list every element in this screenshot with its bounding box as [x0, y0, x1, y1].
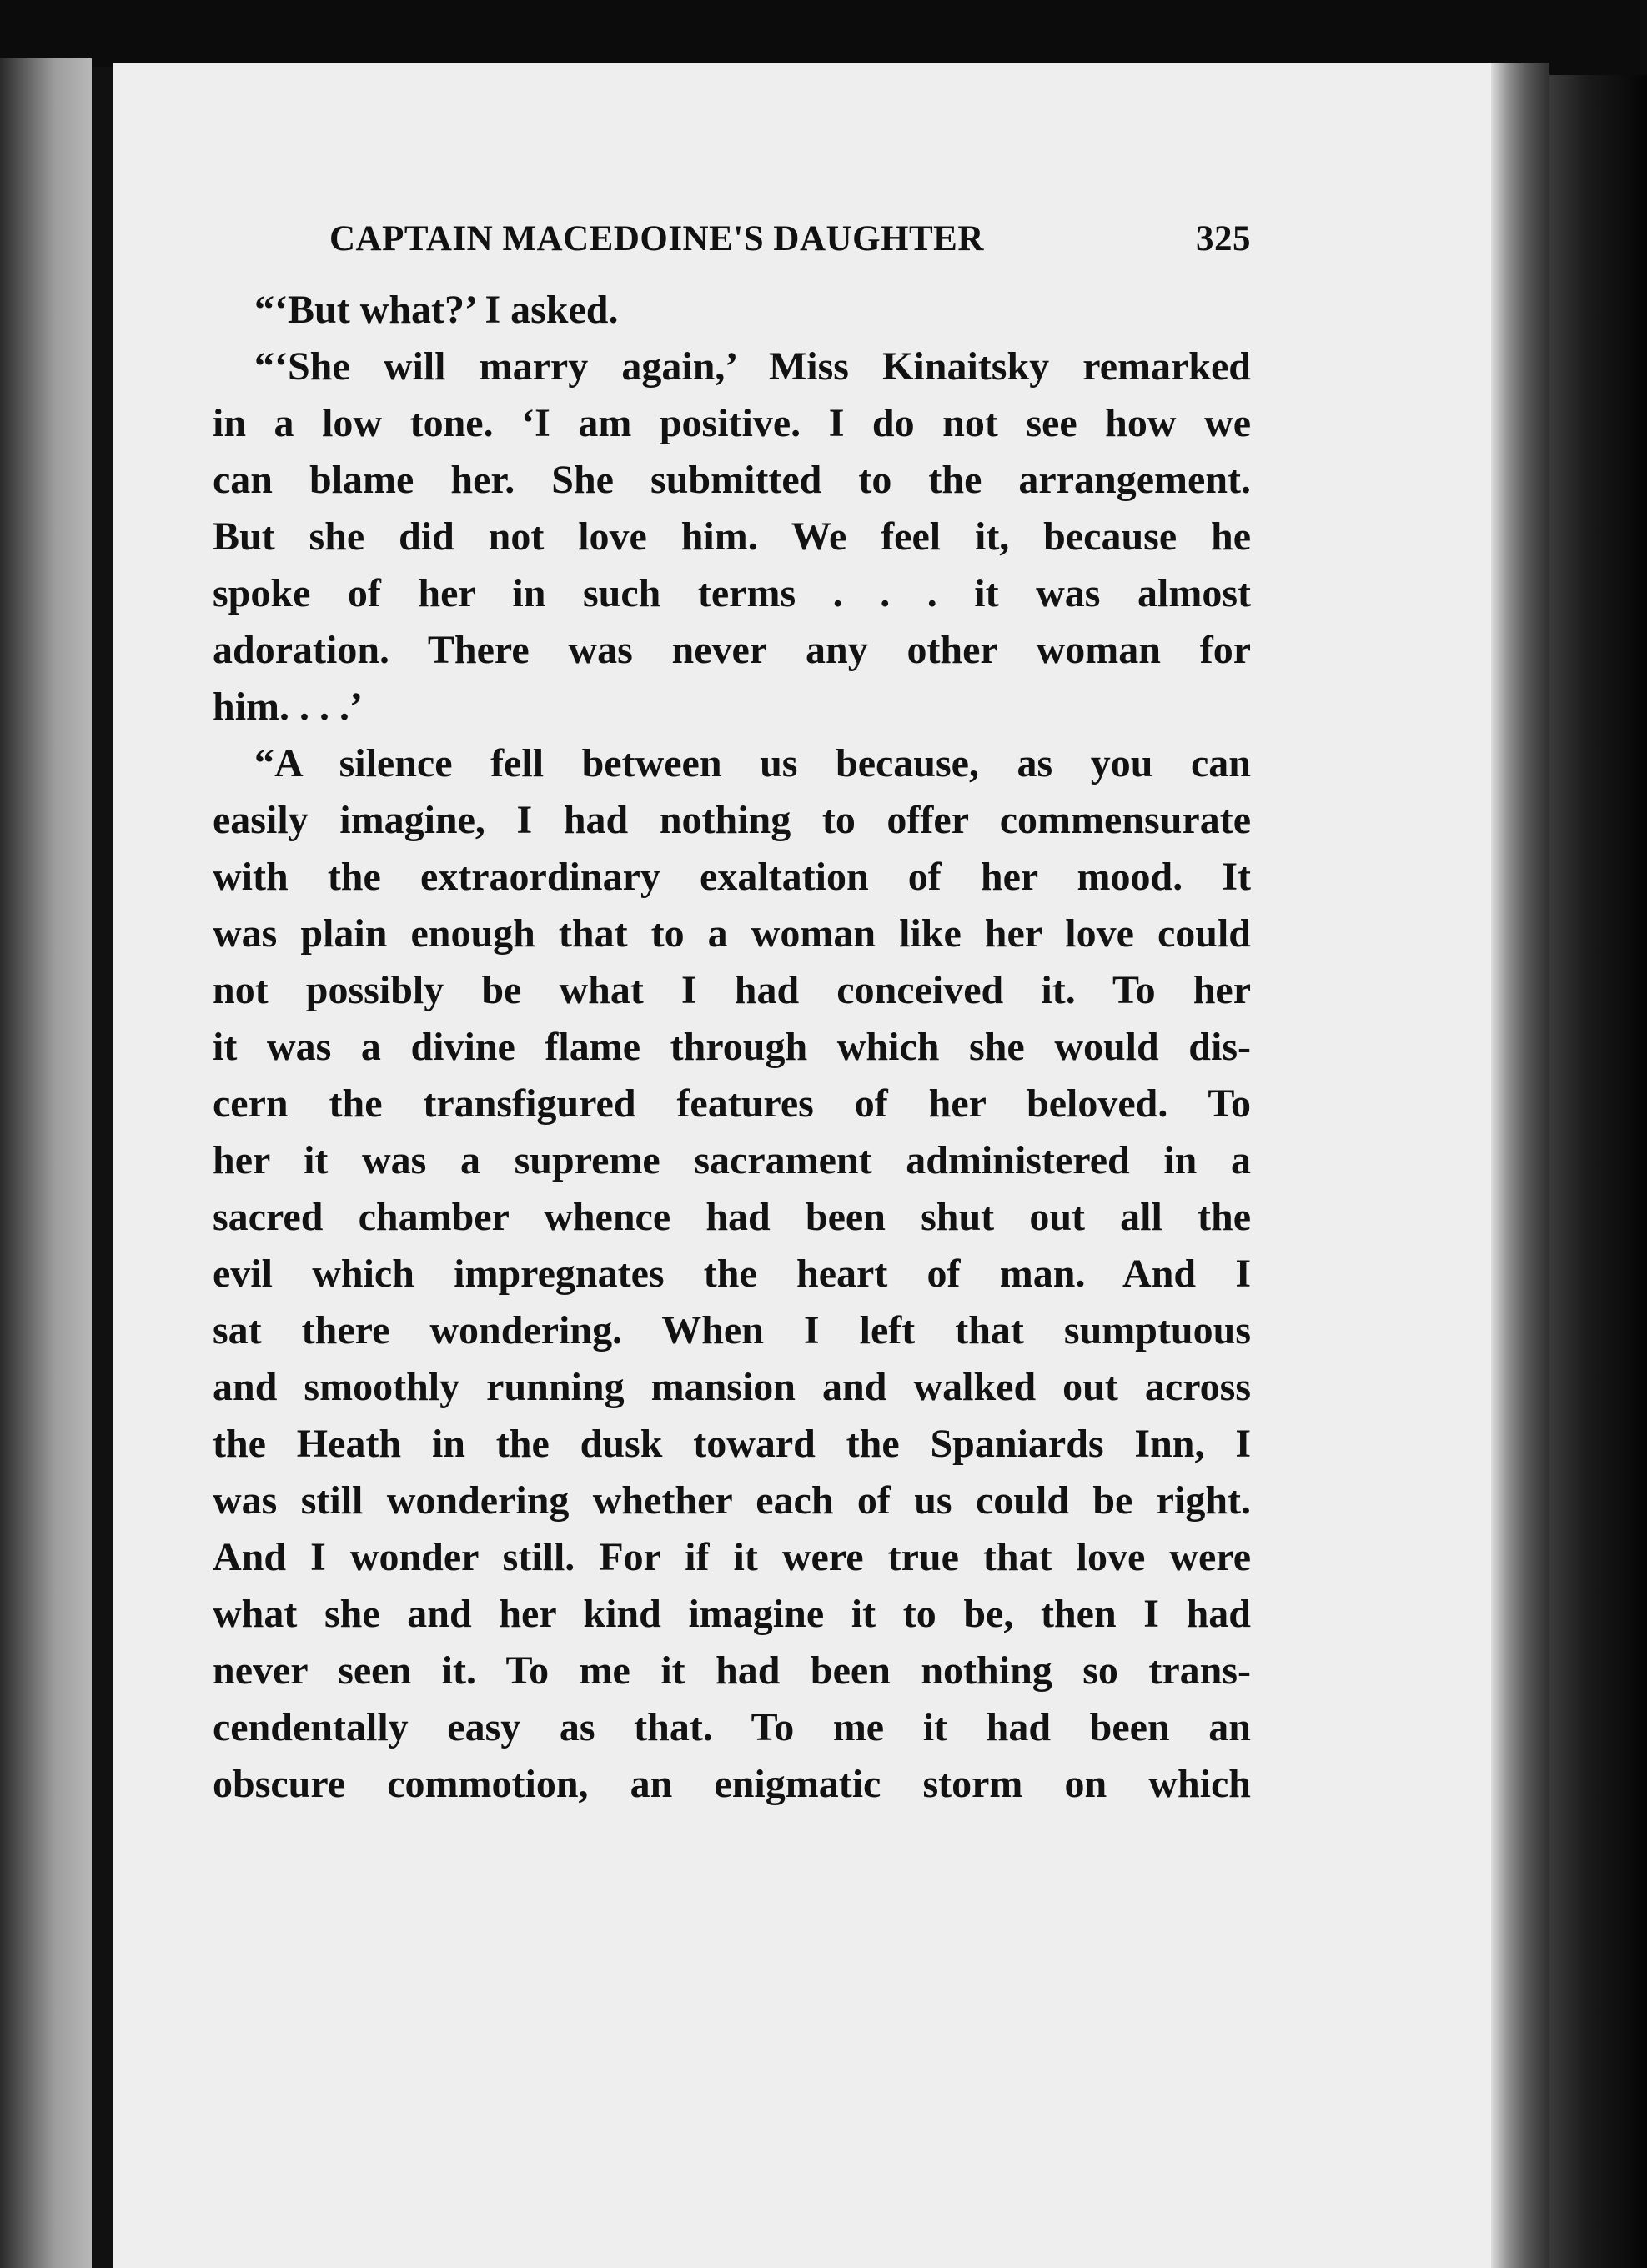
- text-line: never seen it. To me it had been nothing so trans-: [213, 1648, 1251, 1693]
- text-line: But she did not love him. We feel it, because he: [213, 514, 1251, 559]
- text-line: sat there wondering. When I left that sumptuous: [213, 1308, 1251, 1352]
- book-cover-edge: [1549, 75, 1647, 2268]
- text-line: cendentally easy as that. To me it had been an: [213, 1705, 1251, 1749]
- text-line: it was a divine flame through which she would dis-: [213, 1025, 1251, 1069]
- text-line: him. . . .’: [213, 685, 363, 729]
- running-head-title: CAPTAIN MACEDOINE'S DAUGHTER: [329, 219, 984, 258]
- text-line: the Heath in the dusk toward the Spaniards Inn, I: [213, 1422, 1251, 1466]
- body-text: [213, 282, 1251, 1813]
- text-line: adoration. There was never any other woman for: [213, 628, 1251, 672]
- text-line: was still wondering whether each of us could be right.: [213, 1478, 1251, 1523]
- facing-page-margin: [0, 58, 92, 2268]
- text-line: sacred chamber whence had been shut out all the: [213, 1195, 1251, 1239]
- text-line: easily imagine, I had nothing to offer commensurate: [213, 798, 1251, 842]
- page-stack-edge: [1491, 63, 1549, 2268]
- running-head: [329, 218, 1251, 268]
- text-line: not possibly be what I had conceived it. To her: [213, 968, 1251, 1012]
- text-line: and smoothly running mansion and walked out across: [213, 1365, 1251, 1409]
- text-line: “A silence fell between us because, as you can: [254, 741, 1251, 785]
- text-line: her it was a supreme sacrament administered in a: [213, 1138, 1251, 1182]
- page-number: 325: [1196, 219, 1251, 258]
- text-line: with the extraordinary exaltation of her mood. It: [213, 855, 1251, 899]
- text-line: “‘But what?’ I asked.: [254, 288, 619, 332]
- text-line: cern the transfigured features of her beloved. To: [213, 1081, 1251, 1126]
- text-line: evil which impregnates the heart of man. And I: [213, 1252, 1251, 1296]
- text-line: what she and her kind imagine it to be, then I had: [213, 1592, 1251, 1636]
- text-line: And I wonder still. For if it were true that love were: [213, 1535, 1251, 1579]
- text-line: “‘She will marry again,’ Miss Kinaitsky remarked: [254, 344, 1251, 389]
- text-line: spoke of her in such terms . . . it was almost: [213, 571, 1251, 615]
- book-binding-edge: [92, 67, 113, 2268]
- text-line: can blame her. She submitted to the arrangement.: [213, 458, 1251, 502]
- text-line: in a low tone. ‘I am positive. I do not see how we: [213, 401, 1251, 445]
- text-line: obscure commotion, an enigmatic storm on which: [213, 1762, 1251, 1806]
- text-line: was plain enough that to a woman like her love could: [213, 911, 1251, 956]
